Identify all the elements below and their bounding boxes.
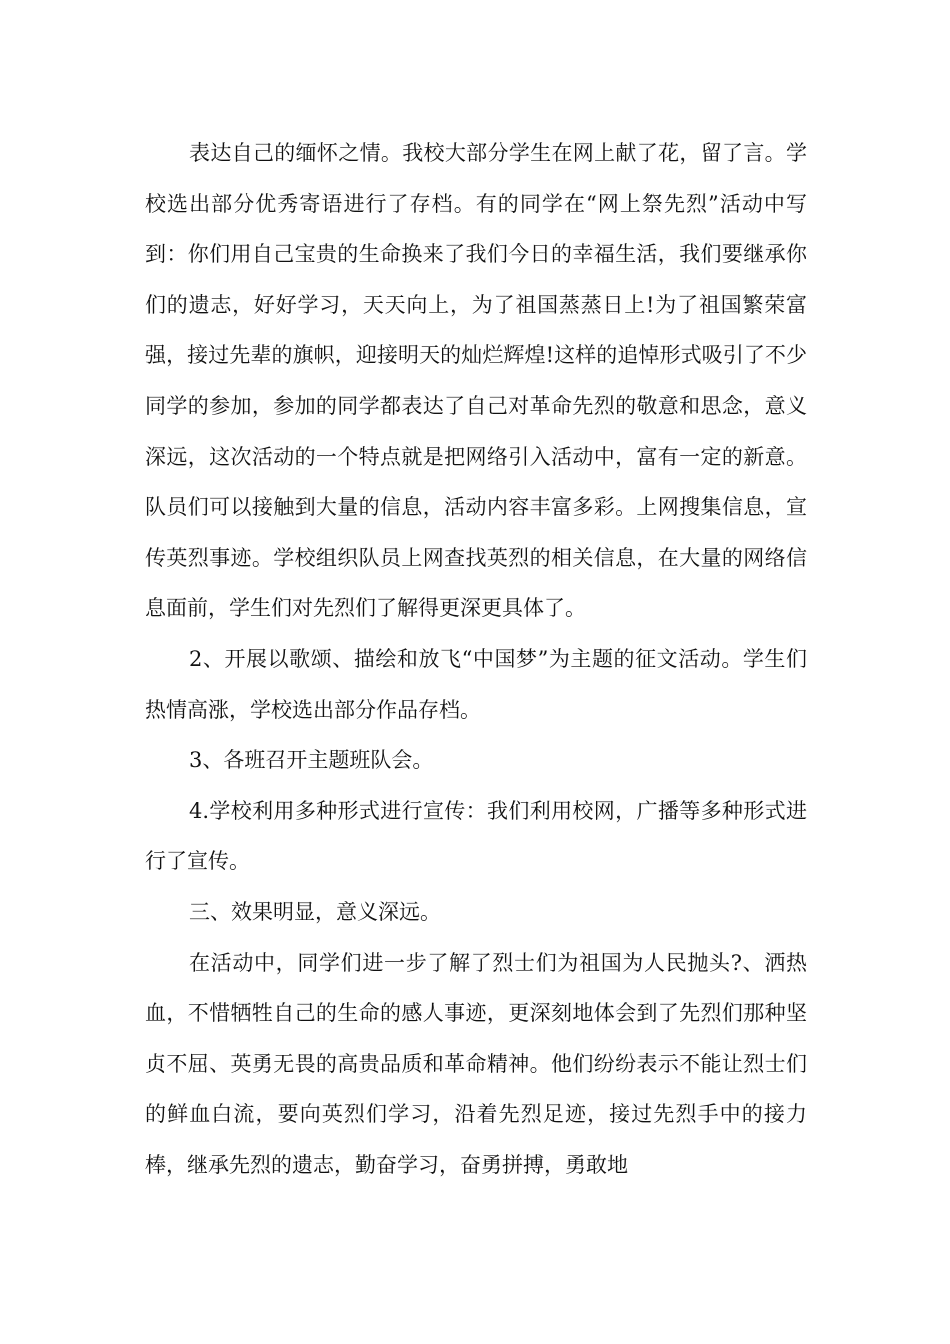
paragraph-essay-activity: 2、开展以歌颂、描绘和放飞“中国梦”为主题的征文活动。学生们热情高涨，学校选出部分作品存档。 <box>145 646 807 722</box>
paragraph-online-memorial: 表达自己的缅怀之情。我校大部分学生在网上献了花，留了言。学校选出部分优秀寄语进行了存档。有的同学在“网上祭先烈”活动中写到：你们用自己宝贵的生命换来了我们今日的幸福生活，我们要继承你们的遗志，好好学习，天天向上，为了祖国蒸蒸日上!为了祖国繁荣富强，接过先辈的旗帜，迎接明天的灿烂辉煌!这样的追悼形式吸引了不少同学的参加，参加的同学都表达了自己对革命先烈的敬意和思念，意义深远，这次活动的一个特点就是把网络引入活动中，富有一定的新意。队员们可以接触到大量的信息，活动内容丰富多彩。上网搜集信息，宣传英烈事迹。学校组织队员上网查找英烈的相关信息，在大量的网络信息面前，学生们对先烈们了解得更深更具体了。 <box>145 141 807 621</box>
paragraph-activity-effects: 在活动中，同学们进一步了解了烈士们为祖国为人民抛头?、洒热血，不惜牺牲自己的生命的感人事迹，更深刻地体会到了先烈们那种坚贞不屈、英勇无畏的高贵品质和革命精神。他们纷纷表示不能让烈士们的鲜血白流，要向英烈们学习，沿着先烈足迹，接过先烈手中的接力棒，继承先烈的遗志，勤奋学习，奋勇拼搏，勇敢地 <box>145 950 807 1177</box>
paragraph-publicity: 4.学校利用多种形式进行宣传：我们利用校网，广播等多种形式进行了宣传。 <box>145 798 807 874</box>
document-page <box>145 128 807 1190</box>
section-heading-effects: 三、效果明显，意义深远。 <box>189 899 441 924</box>
paragraph-class-meeting: 3、各班召开主题班队会。 <box>189 748 434 773</box>
